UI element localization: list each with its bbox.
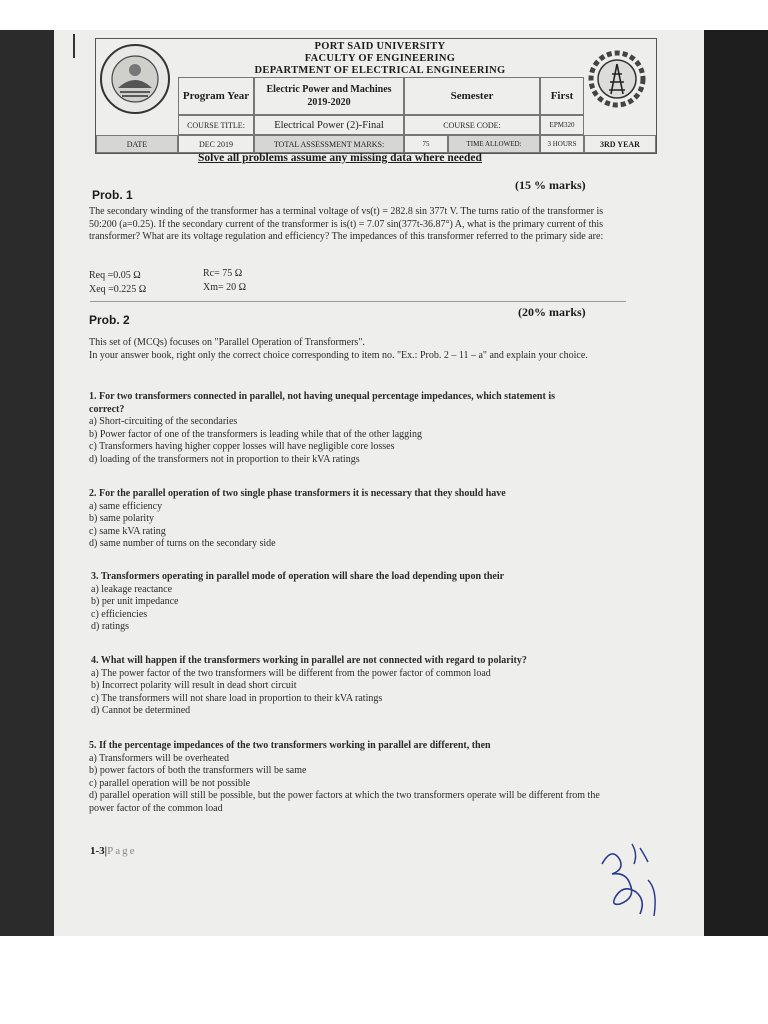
choice-b: b) Power factor of one of the transformers is leading while that of the other lagging <box>89 428 422 440</box>
program-year-text: Program Year <box>182 90 250 102</box>
choice-b: b) Incorrect polarity will result in dead short circuit <box>91 680 297 691</box>
question-text: 1. For two transformers connected in parallel, not having unequal percentage impedances, which statement is correct? <box>89 391 555 415</box>
choice-a: a) Short-circuiting of the secondaries <box>89 416 238 427</box>
time-allowed-value: 3 HOURS <box>540 135 584 153</box>
choice-b: b) power factors of both the transformers will be same <box>89 765 307 776</box>
choice-c: c) Transformers having higher copper losses will have negligible core losses <box>89 441 395 452</box>
prob1-req: Req =0.05 Ω <box>89 270 141 281</box>
question-2 <box>89 488 609 551</box>
faculty-gear-logo-icon <box>588 50 646 108</box>
total-marks-value: 75 <box>404 135 448 153</box>
prob2-marks: (20% marks) <box>518 305 586 319</box>
question-text: 5. If the percentage impedances of the two transformers working in parallel are different, then <box>89 740 491 751</box>
prob1-text: The secondary winding of the transformer has a terminal voltage of vs(t) = 282.8 sin 377t V. The turns ratio of the transformer is 50:200 (a=0.25). If the secondary current of the transformer is is(t) = 7.07 sin(377t-36.87°) A, what is the primary current of this transformer? What are its voltage regulation and efficiency? The impedances of this transformer referred to the primary side are: <box>89 206 604 242</box>
program-year-label <box>178 77 254 115</box>
choice-c: c) efficiencies <box>91 608 148 620</box>
section-divider <box>90 301 626 302</box>
university-name: PORT SAID UNIVERSITY <box>314 41 446 52</box>
semester-label: Semester <box>404 77 540 115</box>
university-logo-icon <box>98 42 172 116</box>
course-code-value: EPM320 <box>540 115 584 135</box>
prob2-title: Prob. 2 <box>89 313 130 327</box>
date-value: DEC 2019 <box>178 135 254 153</box>
prob1-title: Prob. 1 <box>92 188 133 202</box>
course-code-label: COURSE CODE: <box>404 115 540 135</box>
prob1-xm: Xm= 20 Ω <box>203 282 247 293</box>
choice-d: d) loading of the transformers not in proportion to their kVA ratings <box>89 453 360 465</box>
question-text: 4. What will happen if the transformers working in parallel are not connected with regard to polarity? <box>91 655 527 666</box>
prob1-xeq: Xeq =0.225 Ω <box>89 284 147 295</box>
question-text: 2. For the parallel operation of two single phase transformers it is necessary that they should have <box>89 488 506 499</box>
question-4 <box>91 655 621 718</box>
program-years: 2019-2020 <box>307 97 351 108</box>
scanner-right-shadow <box>704 30 768 936</box>
choice-a: a) leakage reactance <box>91 583 173 595</box>
course-title-value: Electrical Power (2)-Final <box>254 115 404 135</box>
choice-d: d) same number of turns on the secondary side <box>89 538 276 549</box>
university-heading <box>230 41 530 77</box>
choice-a: a) The power factor of the two transformers will be different from the power factor of common load <box>91 667 491 679</box>
prob2-intro-1: This set of (MCQs) focuses on "Parallel Operation of Transformers". <box>89 337 365 348</box>
prob1-marks: (15 % marks) <box>515 178 586 192</box>
choice-b: b) per unit impedance <box>91 596 179 607</box>
question-3 <box>91 571 611 634</box>
prob1-rc: Rc= 75 Ω <box>203 268 243 279</box>
choice-c: c) The transformers will not share load in proportion to their kVA ratings <box>91 692 383 704</box>
page-footer <box>90 845 136 857</box>
question-text: 3. Transformers operating in parallel mode of operation will share the load depending upon their <box>91 571 505 582</box>
page-word: Page <box>107 845 137 857</box>
choice-d: d) Cannot be determined <box>91 705 191 716</box>
choice-d: d) ratings <box>91 621 130 632</box>
question-1 <box>89 391 591 466</box>
date-label: DATE <box>96 135 178 153</box>
department-name: DEPARTMENT OF ELECTRICAL ENGINEERING <box>254 65 506 76</box>
semester-value: First <box>540 77 584 115</box>
pen-mark <box>73 34 75 58</box>
choice-c: c) parallel operation will be not possible <box>89 777 251 789</box>
faculty-name: FACULTY OF ENGINEERING <box>304 53 456 64</box>
choice-c: c) same kVA rating <box>89 525 166 537</box>
total-marks-label: TOTAL ASSESSMENT MARKS: <box>254 135 404 153</box>
choice-d: d) parallel operation will still be possible, but the power factors at which the two transformers operate will be different from the power factor of the common load <box>89 790 600 814</box>
prob2-intro-2: In your answer book, right only the correct choice corresponding to item no. "Ex.: Prob. 2 – 11 – a" and explain your choice. <box>89 350 588 361</box>
program-cell <box>254 77 404 115</box>
choice-a: a) same efficiency <box>89 500 163 512</box>
handwritten-signature-icon <box>588 834 670 926</box>
course-title-label: COURSE TITLE: <box>178 115 254 135</box>
program-name: Electric Power and Machines <box>266 84 392 95</box>
time-allowed-label: TIME ALLOWED: <box>448 135 540 153</box>
choice-b: b) same polarity <box>89 513 154 524</box>
question-5 <box>89 740 619 815</box>
scanner-left-shadow <box>0 30 54 936</box>
exam-instructions: Solve all problems assume any missing data where needed <box>198 152 482 164</box>
choice-a: a) Transformers will be overheated <box>89 752 229 764</box>
page-number: 1-3| <box>90 845 108 857</box>
year-value: 3RD YEAR <box>584 135 656 153</box>
